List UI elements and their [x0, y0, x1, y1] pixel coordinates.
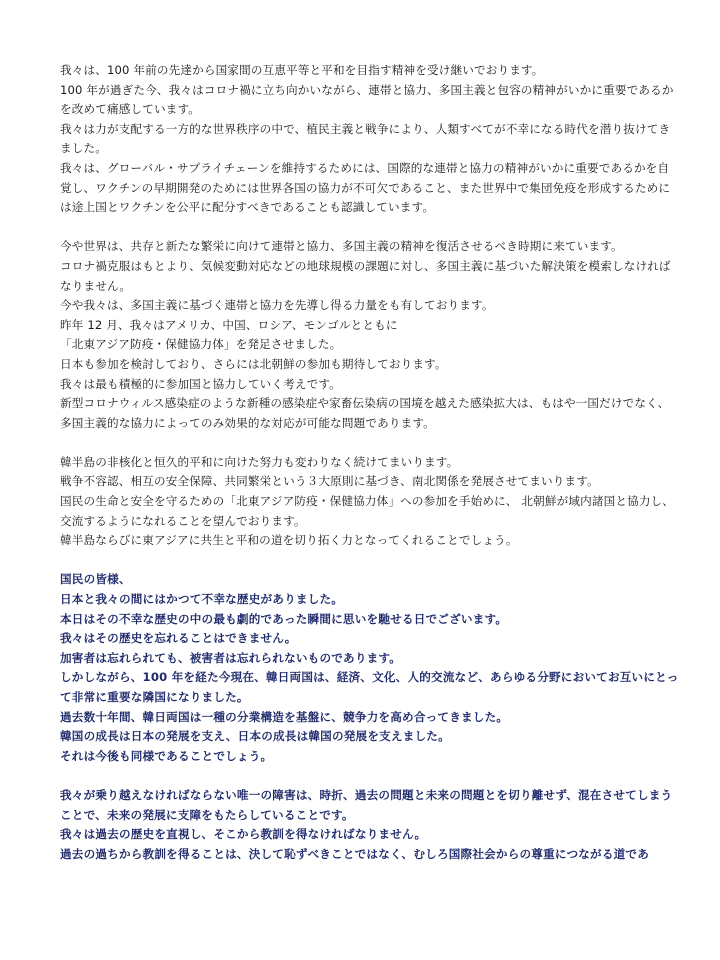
text-line: 国民の皆様、 [60, 572, 131, 587]
paragraph-gap [60, 218, 680, 238]
paragraph-4-emphasis [60, 570, 680, 766]
paragraph-gap [60, 766, 680, 786]
paragraph-gap [60, 433, 680, 453]
text-line: 本日はその不幸な歴史の中の最も劇的であった瞬間に思いを馳せる日でございます。 [60, 611, 508, 626]
text-line: 新型コロナウィルス感染症のような新種の感染症や家畜伝染病の国境を越えた感染拡大は、もはや一国だけでなく、多国主義的な協力によってのみ効果的な対応が可能な問題であります。 [60, 396, 670, 430]
text-line: 我々は最も積極的に参加国と協力していく考えです。 [60, 376, 341, 391]
text-line: 「北東アジア防疫・保健協力体」を発足させました。 [60, 337, 342, 352]
text-line: 我々はその歴史を忘れることはできません。 [60, 631, 297, 646]
text-line: 韓国の成長は日本の発展を支え、日本の成長は韓国の発展を支えました。 [60, 729, 450, 744]
text-line: 韓半島の非核化と恒久的平和に向けた努力も変わりなく続けてまいります。 [60, 454, 459, 469]
paragraph-3 [60, 453, 680, 551]
text-line: 我々は過去の歴史を直視し、そこから教訓を得なければなりません。 [60, 827, 427, 842]
text-line: 我々は、100 年前の先達から国家間の互恵平等と平和を目指す精神を受け継いでおります。 [60, 63, 544, 77]
text-line: 昨年 12 月、我々はアメリカ、中国、ロシア、モンゴルとともに [60, 317, 398, 332]
paragraph-5-emphasis [60, 786, 680, 864]
text-line: 戦争不容認、相互の安全保障、共同繁栄という３大原則に基づき、南北関係を発展させてまいります。 [60, 474, 599, 489]
document-body [60, 61, 680, 864]
text-line: それは今後も同様であることでしょう。 [60, 748, 273, 763]
text-line: しかしながら、100 年を経た今現在、韓日両国は、経済、文化、人的交流など、あらゆる分野においてお互いにとって非常に重要な隣国になりました。 [60, 670, 679, 704]
text-line: 加害者は忘れられても、被害者は忘れられないものであります。 [60, 650, 402, 665]
text-line: 日本と我々の間にはかつて不幸な歴史がありました。 [60, 592, 344, 607]
text-line: 過去数十年間、韓日両国は一種の分業構造を基盤に、競争力を高め合ってきました。 [60, 709, 509, 724]
text-line: コロナ禍克服はもとより、気候変動対応などの地球規模の課題に対し、多国主義に基づいた解決策を模索しなければなりません。 [60, 258, 671, 293]
text-line: 今や世界は、共存と新たな繁栄に向けて連帯と協力、多国主義の精神を復活させるべき時期に来ています。 [60, 239, 623, 254]
text-line: 100 年が過ぎた今、我々はコロナ禍に立ち向かいながら、連帯と協力、多国主義と包容の精神がいかに重要であるかを改めて痛感しています。 [60, 82, 674, 117]
text-line: 今や我々は、多国主義に基づく連帯と協力を先導し得る力量をも有しております。 [60, 298, 494, 313]
paragraph-gap [60, 551, 680, 571]
text-line: 韓半島ならびに東アジアに共生と平和の道を切り拓く力となってくれることでしょう。 [60, 533, 518, 548]
paragraph-2 [60, 237, 680, 433]
text-line: 日本も参加を検討しており、さらには北朝鮮の参加も期待しております。 [60, 356, 447, 371]
text-line: 国民の生命と安全を守るための「北東アジア防疫・保健協力体」への参加を手始めに、 北朝鮮が域内諸国と協力し、交流するようになれることを望んでおります。 [60, 494, 675, 528]
paragraph-1 [60, 61, 680, 218]
text-line: 過去の過ちから教訓を得ることは、決して恥ずべきことではなく、むしろ国際社会からの尊重につながる道であ [60, 846, 649, 861]
text-line: 我々が乗り越えなければならない唯一の障害は、時折、過去の問題と未来の問題とを切り離せず、混在させてしまうことで、未来の発展に支障をもたらしていることです。 [60, 787, 673, 822]
text-line: 我々は力が支配する一方的な世界秩序の中で、植民主義と戦争により、人類すべてが不幸になる時代を潜り抜けてきました。 [60, 121, 671, 156]
text-line: 我々は、グローバル・サプライチェーンを維持するためには、国際的な連帯と協力の精神がいかに重要であるかを自覚し、ワクチンの早期開発のためには世界各国の協力が不可欠であること、また世界中で集団免疫を形成するためには途上国とワクチンを公平に配分すべきであることも認識しています。 [60, 160, 671, 215]
